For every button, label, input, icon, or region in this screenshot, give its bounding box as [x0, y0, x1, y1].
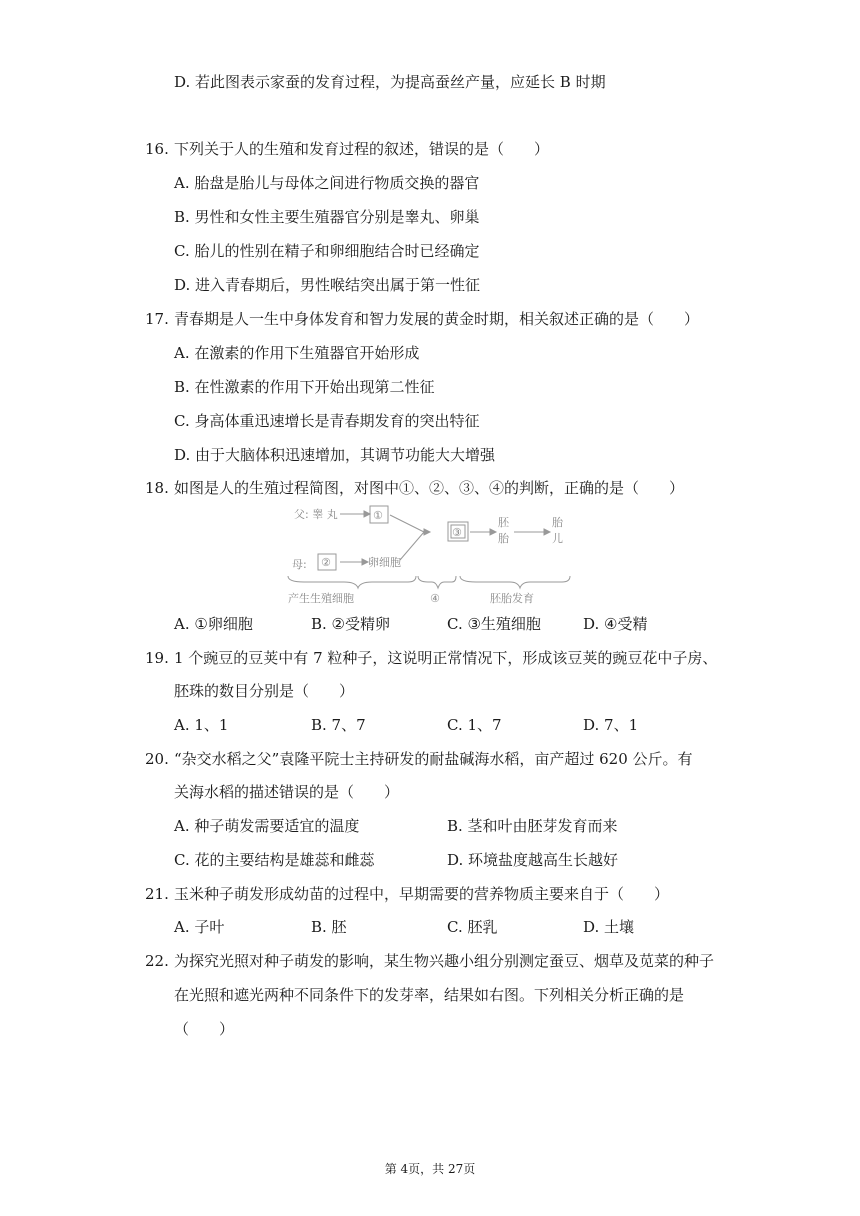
question-20-stem-line2: 关海水稻的描述错误的是（ ） [174, 783, 400, 801]
question-21-stem: 玉米种子萌发形成幼苗的过程中，早期需要的营养物质主要来自于（ ） [174, 885, 670, 903]
question-21-option-d: D. 土壤 [583, 918, 635, 936]
question-17-number: 17. [145, 310, 169, 328]
question-16-stem: 下列关于人的生殖和发育过程的叙述，错误的是（ ） [174, 140, 550, 158]
question-21-option-b: B. 胚 [311, 918, 347, 936]
question-20-option-b: B. 茎和叶由胚芽发育而来 [447, 817, 618, 835]
question-20-number: 20. [145, 750, 169, 768]
diagram-box3-label: ③ [452, 526, 462, 539]
question-20-stem-line1: “杂交水稻之父”袁隆平院士主持研发的耐盐碱海水稻，亩产超过 620 公斤。有 [174, 750, 693, 768]
question-19-number: 19. [145, 649, 169, 667]
question-20-option-d: D. 环境盐度越高生长越好 [447, 851, 619, 869]
question-17-option-c: C. 身高体重迅速增长是青春期发育的突出特征 [174, 412, 480, 430]
reproduction-diagram [284, 502, 574, 606]
question-22-number: 22. [145, 952, 169, 970]
question-19-option-b: B. 7、7 [311, 716, 366, 734]
question-19-stem-line1: 1 个豌豆的豆荚中有 7 粒种子，这说明正常情况下，形成该豆荚的豌豆花中子房、 [174, 649, 718, 667]
question-16-option-c: C. 胎儿的性别在精子和卵细胞结合时已经确定 [174, 242, 480, 260]
question-18-option-a: A. ①卵细胞 [174, 615, 253, 633]
question-21-option-c: C. 胚乳 [447, 918, 498, 936]
question-17-option-d: D. 由于大脑体积迅速增加，其调节功能大大增强 [174, 446, 496, 464]
question-21-number: 21. [145, 885, 169, 903]
diagram-box1-label: ① [373, 509, 383, 522]
question-17-stem: 青春期是人一生中身体发育和智力发展的黄金时期，相关叙述正确的是（ ） [174, 310, 700, 328]
question-16-option-b: B. 男性和女性主要生殖器官分别是睾丸、卵巢 [174, 208, 480, 226]
question-17-option-a: A. 在激素的作用下生殖器官开始形成 [174, 344, 420, 362]
question-19-option-a: A. 1、1 [174, 716, 229, 734]
diagram-stage2-label: ④ [430, 592, 440, 605]
question-16-option-d: D. 进入青春期后，男性喉结突出属于第一性征 [174, 276, 481, 294]
question-16-option-a: A. 胎盘是胎儿与母体之间进行物质交换的器官 [174, 174, 480, 192]
diagram-embryo-label-2: 胎 [498, 532, 509, 545]
question-18-option-b: B. ②受精卵 [311, 615, 391, 633]
page-footer: 第 4页，共 27页 [384, 1162, 476, 1176]
diagram-mother-label: 母: [292, 558, 307, 571]
question-19-stem-line2: 胚珠的数目分别是（ ） [174, 682, 355, 700]
question-19-option-d: D. 7、1 [583, 716, 639, 734]
question-20-option-c: C. 花的主要结构是雄蕊和雌蕊 [174, 851, 375, 869]
diagram-stage1-label: 产生生殖细胞 [288, 592, 354, 605]
question-15-option-d: D. 若此图表示家蚕的发育过程，为提高蚕丝产量，应延长 B 时期 [174, 73, 606, 91]
question-17-option-b: B. 在性激素的作用下开始出现第二性征 [174, 378, 435, 396]
question-22-stem-line2: 在光照和遮光两种不同条件下的发芽率，结果如右图。下列相关分析正确的是 [174, 986, 685, 1004]
question-20-option-a: A. 种子萌发需要适宜的温度 [174, 817, 360, 835]
diagram-box2-label: ② [321, 556, 331, 569]
diagram-embryo-label: 胚 [498, 516, 509, 529]
question-18-stem: 如图是人的生殖过程简图，对图中①、②、③、④的判断，正确的是（ ） [174, 479, 685, 497]
question-22-stem-line1: 为探究光照对种子萌发的影响，某生物兴趣小组分别测定蚕豆、烟草及苋菜的种子 [174, 952, 715, 970]
question-21-option-a: A. 子叶 [174, 918, 225, 936]
question-18-option-d: D. ④受精 [583, 615, 648, 633]
question-18-number: 18. [145, 479, 169, 497]
question-22-stem-line3: （ ） [174, 1020, 235, 1038]
question-18-option-c: C. ③生殖细胞 [447, 615, 541, 633]
diagram-fetus-label-2: 儿 [552, 532, 563, 545]
diagram-father-label: 父: 睾 丸 [294, 508, 338, 521]
question-16-number: 16. [145, 140, 169, 158]
diagram-stage3-label: 胚胎发育 [490, 592, 534, 605]
question-19-option-c: C. 1、7 [447, 716, 502, 734]
diagram-egg-label: 卵细胞 [368, 556, 401, 569]
diagram-fetus-label: 胎 [552, 516, 563, 529]
